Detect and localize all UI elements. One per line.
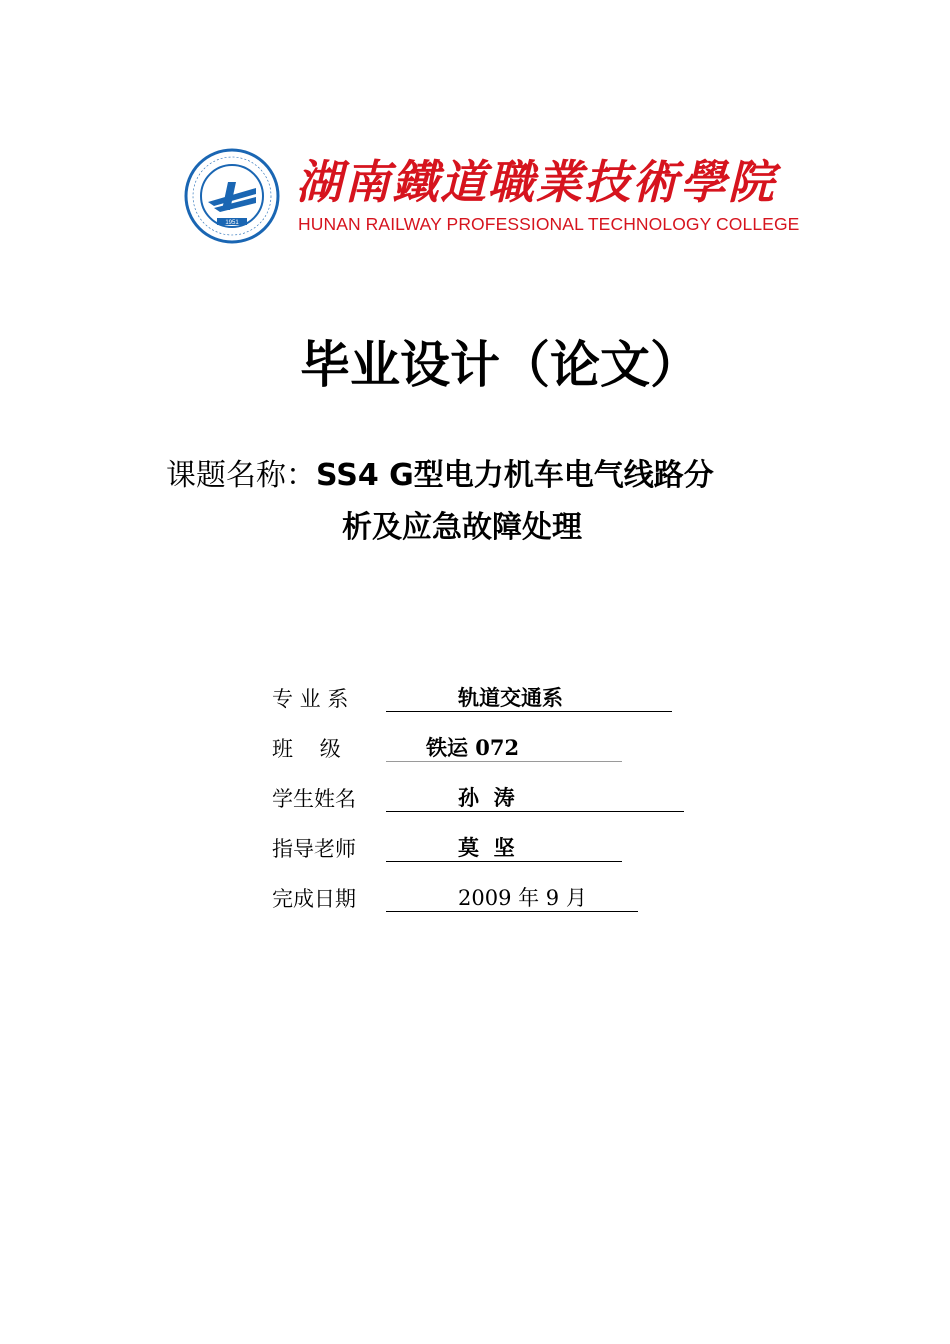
info-value-class: 铁运 072: [386, 733, 622, 762]
info-row-student: [272, 783, 712, 833]
seal-year: 1951: [225, 220, 239, 226]
info-row-advisor: [272, 833, 712, 883]
topic-block: [166, 450, 714, 554]
info-label-student: 学生姓名: [272, 787, 356, 811]
topic-row-1: [166, 450, 714, 502]
info-row-class: [272, 733, 712, 783]
info-value-department: 轨道交通系: [386, 683, 672, 712]
info-label-advisor: 指导老师: [272, 837, 356, 861]
college-name-en: HUNAN RAILWAY PROFESSIONAL TECHNOLOGY COLLEGE: [298, 214, 800, 234]
topic-label: 课题名称：: [166, 458, 316, 493]
info-label-class: 班 级: [272, 737, 341, 761]
info-table: [272, 683, 712, 933]
info-row-date: [272, 883, 712, 933]
info-label-date: 完成日期: [272, 887, 356, 911]
topic-line-2: 析及应急故障处理: [342, 510, 582, 545]
info-value-advisor: 莫 坚: [386, 833, 622, 862]
topic-line-1: SS4 G型电力机车电气线路分: [316, 458, 714, 493]
page-title: 毕业设计（论文）: [300, 336, 700, 394]
college-name-cn: 湖南鐵道職業技術學院: [296, 155, 776, 209]
info-row-department: [272, 683, 712, 733]
info-value-student: 孙 涛: [386, 783, 684, 812]
college-seal-icon: [184, 148, 280, 244]
info-label-department: 专 业 系: [272, 687, 349, 711]
topic-row-2: [166, 502, 714, 554]
college-logo: [184, 148, 800, 244]
info-value-date: 2009 年 9 月: [386, 883, 638, 912]
